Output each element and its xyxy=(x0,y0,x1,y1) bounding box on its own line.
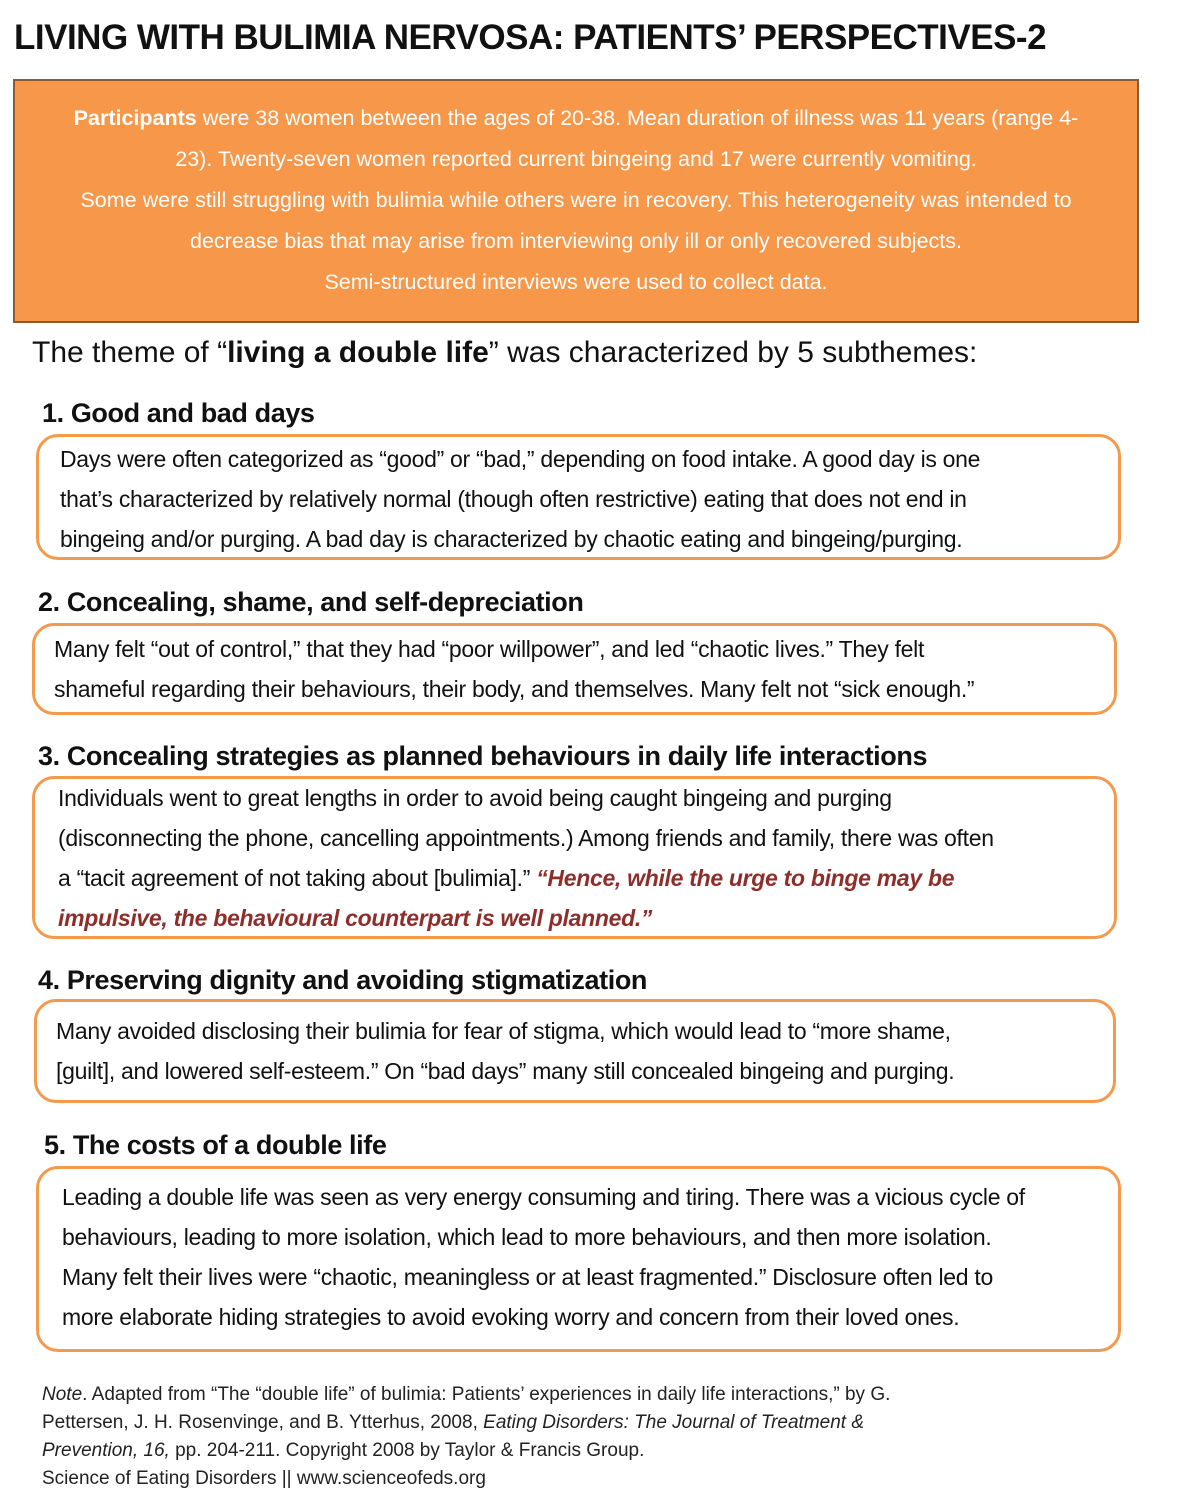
page-title: LIVING WITH BULIMIA NERVOSA: PATIENTS’ PERSPECTIVES-2 xyxy=(14,18,1047,57)
citation-note: Note. Adapted from “The “double life” of bulimia: Patients’ experiences in daily life interactions,” by G. Pettersen, J. H. Rosenvinge, and B. Ytterhus, 2008, Eating Disorders: The Journal of Treatment & Prevention, 16, pp. 204-211. Copyright 2008 by Taylor & Francis Group. Science of Eating Disorders || www.scienceofeds.org xyxy=(42,1381,890,1493)
theme-bold: living a double life xyxy=(227,336,489,369)
note-label: Note xyxy=(42,1384,83,1405)
theme-statement: The theme of “living a double life” was characterized by 5 subthemes: xyxy=(32,336,978,369)
highlighted-quote: “Hence, while the urge to binge may be xyxy=(536,865,955,891)
subtheme-5-heading: 5. The costs of a double life xyxy=(44,1130,387,1160)
subtheme-4-text: Many avoided disclosing their bulimia for fear of stigma, which would lead to “more shame, [guilt], and lowered self-esteem.” On “bad days” many still concealed bingeing and purging. xyxy=(56,1018,955,1084)
highlighted-quote-continued: impulsive, the behavioural counterpart is well planned.” xyxy=(58,905,653,931)
participants-line-1: Participants were 38 women between the ages of 20-38. Mean duration of illness was 11 years (range 4- xyxy=(73,106,1079,130)
participants-line-2: 23). Twenty-seven women reported current bingeing and 17 were currently vomiting. xyxy=(175,147,977,171)
subtheme-5-text: Leading a double life was seen as very energy consuming and tiring. There was a vicious cycle of behaviours, leading to more isolation, which lead to more behaviours, and then more isolation. Many felt their lives were “chaotic, meaningless or at least fragmented.” Disclosure often led to more elaborate hiding strategies to avoid evoking worry and concern from their loved ones. xyxy=(62,1184,1025,1330)
subtheme-4-heading: 4. Preserving dignity and avoiding stigmatization xyxy=(38,965,648,995)
subtheme-3-heading: 3. Concealing strategies as planned behaviours in daily life interactions xyxy=(38,741,928,771)
participants-line-3: Some were still struggling with bulimia while others were in recovery. This heterogeneity was intended to xyxy=(80,188,1072,212)
subtheme-2-text: Many felt “out of control,” that they had “poor willpower”, and led “chaotic lives.” They felt shameful regarding their behaviours, their body, and themselves. Many felt not “sick enough.” xyxy=(54,636,975,702)
subtheme-1-heading: 1. Good and bad days xyxy=(42,398,315,428)
subtheme-1-text: Days were often categorized as “good” or “bad,” depending on food intake. A good day is one that’s characterized by relatively normal (though often restrictive) eating that does not end in bingeing and/or purging. A bad day is characterized by chaotic eating and bingeing/purging. xyxy=(60,446,981,552)
participants-line-5: Semi-structured interviews were used to collect data. xyxy=(324,270,828,294)
subtheme-3-text: Individuals went to great lengths in order to avoid being caught bingeing and purging (disconnecting the phone, cancelling appointments.) Among friends and family, there was often a “tacit agreement of not taking about [bulimia].” “Hence, while the urge to binge may be impulsive, the behavioural counterpart is well planned.” xyxy=(58,778,994,938)
participants-label: Participants xyxy=(73,106,197,130)
participants-line-4: decrease bias that may arise from interviewing only ill or only recovered subjects. xyxy=(190,229,962,253)
participants-box xyxy=(13,79,1139,323)
subtheme-2-heading: 2. Concealing, shame, and self-depreciation xyxy=(38,587,584,617)
site-credit: Science of Eating Disorders || www.scienceofeds.org xyxy=(42,1468,486,1489)
